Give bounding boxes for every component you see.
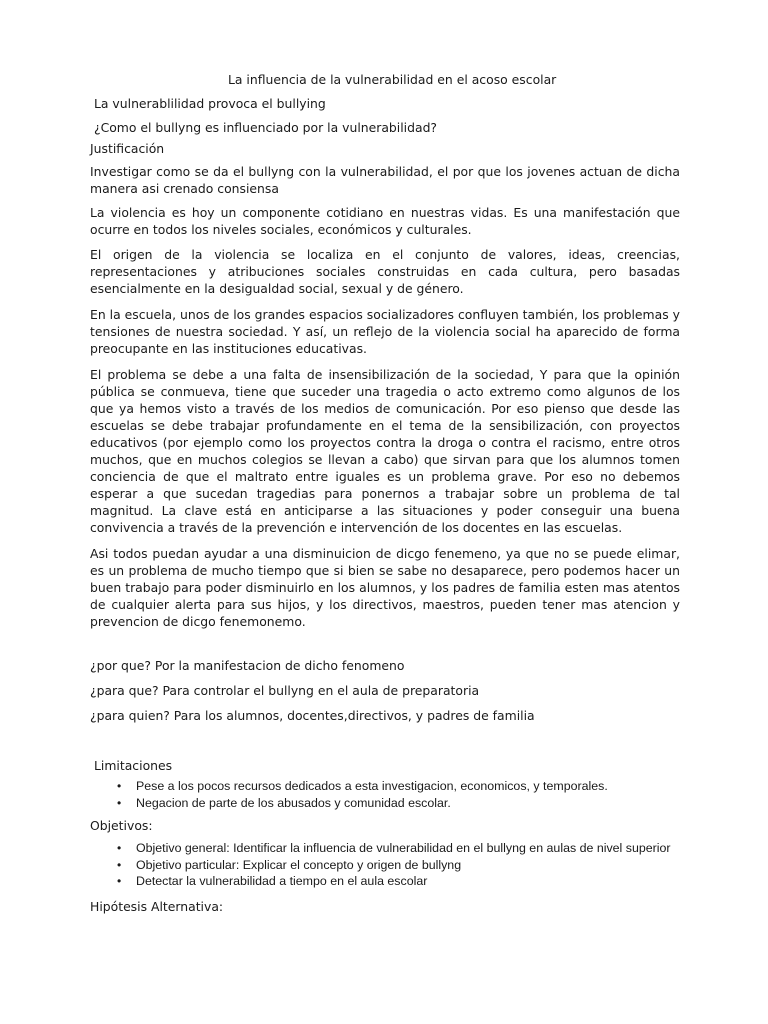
- paragraph: Asi todos puedan ayudar a una disminuicion de dicgo fenemeno, ya que no se puede elimar, es un problema de mucho tiempo que si bien se sabe no desaparece, pero podemos hacer un buen trabajo para poder disminuirlo en los alumnos, y los padres de familia esten mas atentos de cualquier alerta para sus hijos, y los directivos, maestros, pueden tener mas atencion y prevencion de dicgo fenemonemo.: [90, 546, 680, 629]
- list-item: [90, 840, 680, 857]
- alt-hypothesis-heading: Hipótesis Alternativa:: [90, 898, 224, 914]
- list-item-text: Negacion de parte de los abusados y comunidad escolar.: [136, 795, 451, 810]
- limitations-list: [90, 778, 680, 811]
- paragraph: En la escuela, unos de los grandes espacios socializadores confluyen también, los problemas y tensiones de nuestra sociedad. Y así, un reflejo de la violencia social ha aparecido de forma preocupante en las instituciones educativas.: [90, 307, 680, 356]
- bullet-icon: •: [117, 841, 122, 855]
- objectives-heading: Objetivos:: [90, 818, 153, 833]
- document-title: La influencia de la vulnerabilidad en el acoso escolar: [228, 72, 557, 87]
- list-item-text: Objetivo particular: Explicar el concepto y origen de bullyng: [136, 857, 462, 872]
- bullet-icon: •: [117, 874, 122, 888]
- bullet-icon: •: [117, 795, 122, 810]
- research-question: ¿Como el bullyng es influenciado por la vulnerabilidad?: [94, 120, 438, 135]
- objectives-list: [90, 840, 680, 890]
- list-item: [90, 778, 680, 795]
- bullet-icon: •: [117, 857, 122, 872]
- bullet-icon: •: [117, 779, 122, 793]
- list-item: [90, 795, 680, 812]
- list-item-text: Objetivo general: Identificar la influencia de vulnerabilidad en el bullyng en aulas de nivel superior: [136, 841, 671, 855]
- for-whom-line: ¿para quien? Para los alumnos, docentes,directivos, y padres de familia: [90, 708, 535, 723]
- list-item: [90, 873, 680, 890]
- why-line: ¿por que? Por la manifestacion de dicho fenomeno: [90, 658, 405, 673]
- list-item: [90, 857, 680, 874]
- hypothesis-line: La vulnerablilidad provoca el bullying: [94, 96, 326, 111]
- paragraph: Investigar como se da el bullyng con la vulnerabilidad, el por que los jovenes actuan de dicha manera asi crenado consiensa: [90, 164, 680, 196]
- paragraph: El problema se debe a una falta de insensibilización de la sociedad, Y para que la opinión pública se conmueva, tiene que suceder una tragedia o acto extremo como algunos de los que ya hemos visto a través de los medios de comunicación. Por eso pienso que desde las escuelas se debe trabajar profundamente en el tema de la sensibilización, con proyectos educativos (por ejemplo como los proyectos contra la droga o contra el racismo, entre otros muchos, que en muchos colegios se llevan a cabo) que sirvan para que los alumnos tomen conciencia de que el maltrato entre iguales es un problema grave. Por eso no debemos esperar a que sucedan tragedias para ponernos a trabajar sobre un problema de tal magnitud. La clave está en anticiparse a las situaciones y poder conseguir una buena convivencia a través de la prevención e intervención de los docentes en las escuelas.: [90, 367, 680, 535]
- limitations-heading: Limitaciones: [94, 758, 173, 773]
- paragraph: La violencia es hoy un componente cotidiano en nuestras vidas. Es una manifestación que ocurre en todos los niveles sociales, económicos y culturales.: [90, 205, 680, 237]
- justification-heading: Justificación: [90, 141, 165, 156]
- what-for-line: ¿para que? Para controlar el bullyng en el aula de preparatoria: [90, 683, 480, 698]
- list-item-text: Pese a los pocos recursos dedicados a esta investigacion, economicos, y temporales.: [136, 779, 608, 793]
- list-item-text: Detectar la vulnerabilidad a tiempo en el aula escolar: [136, 874, 428, 888]
- paragraph: El origen de la violencia se localiza en el conjunto de valores, ideas, creencias, representaciones y atribuciones sociales construidas en cada cultura, pero basadas esencialmente en la desigualdad social, sexual y de género.: [90, 247, 680, 296]
